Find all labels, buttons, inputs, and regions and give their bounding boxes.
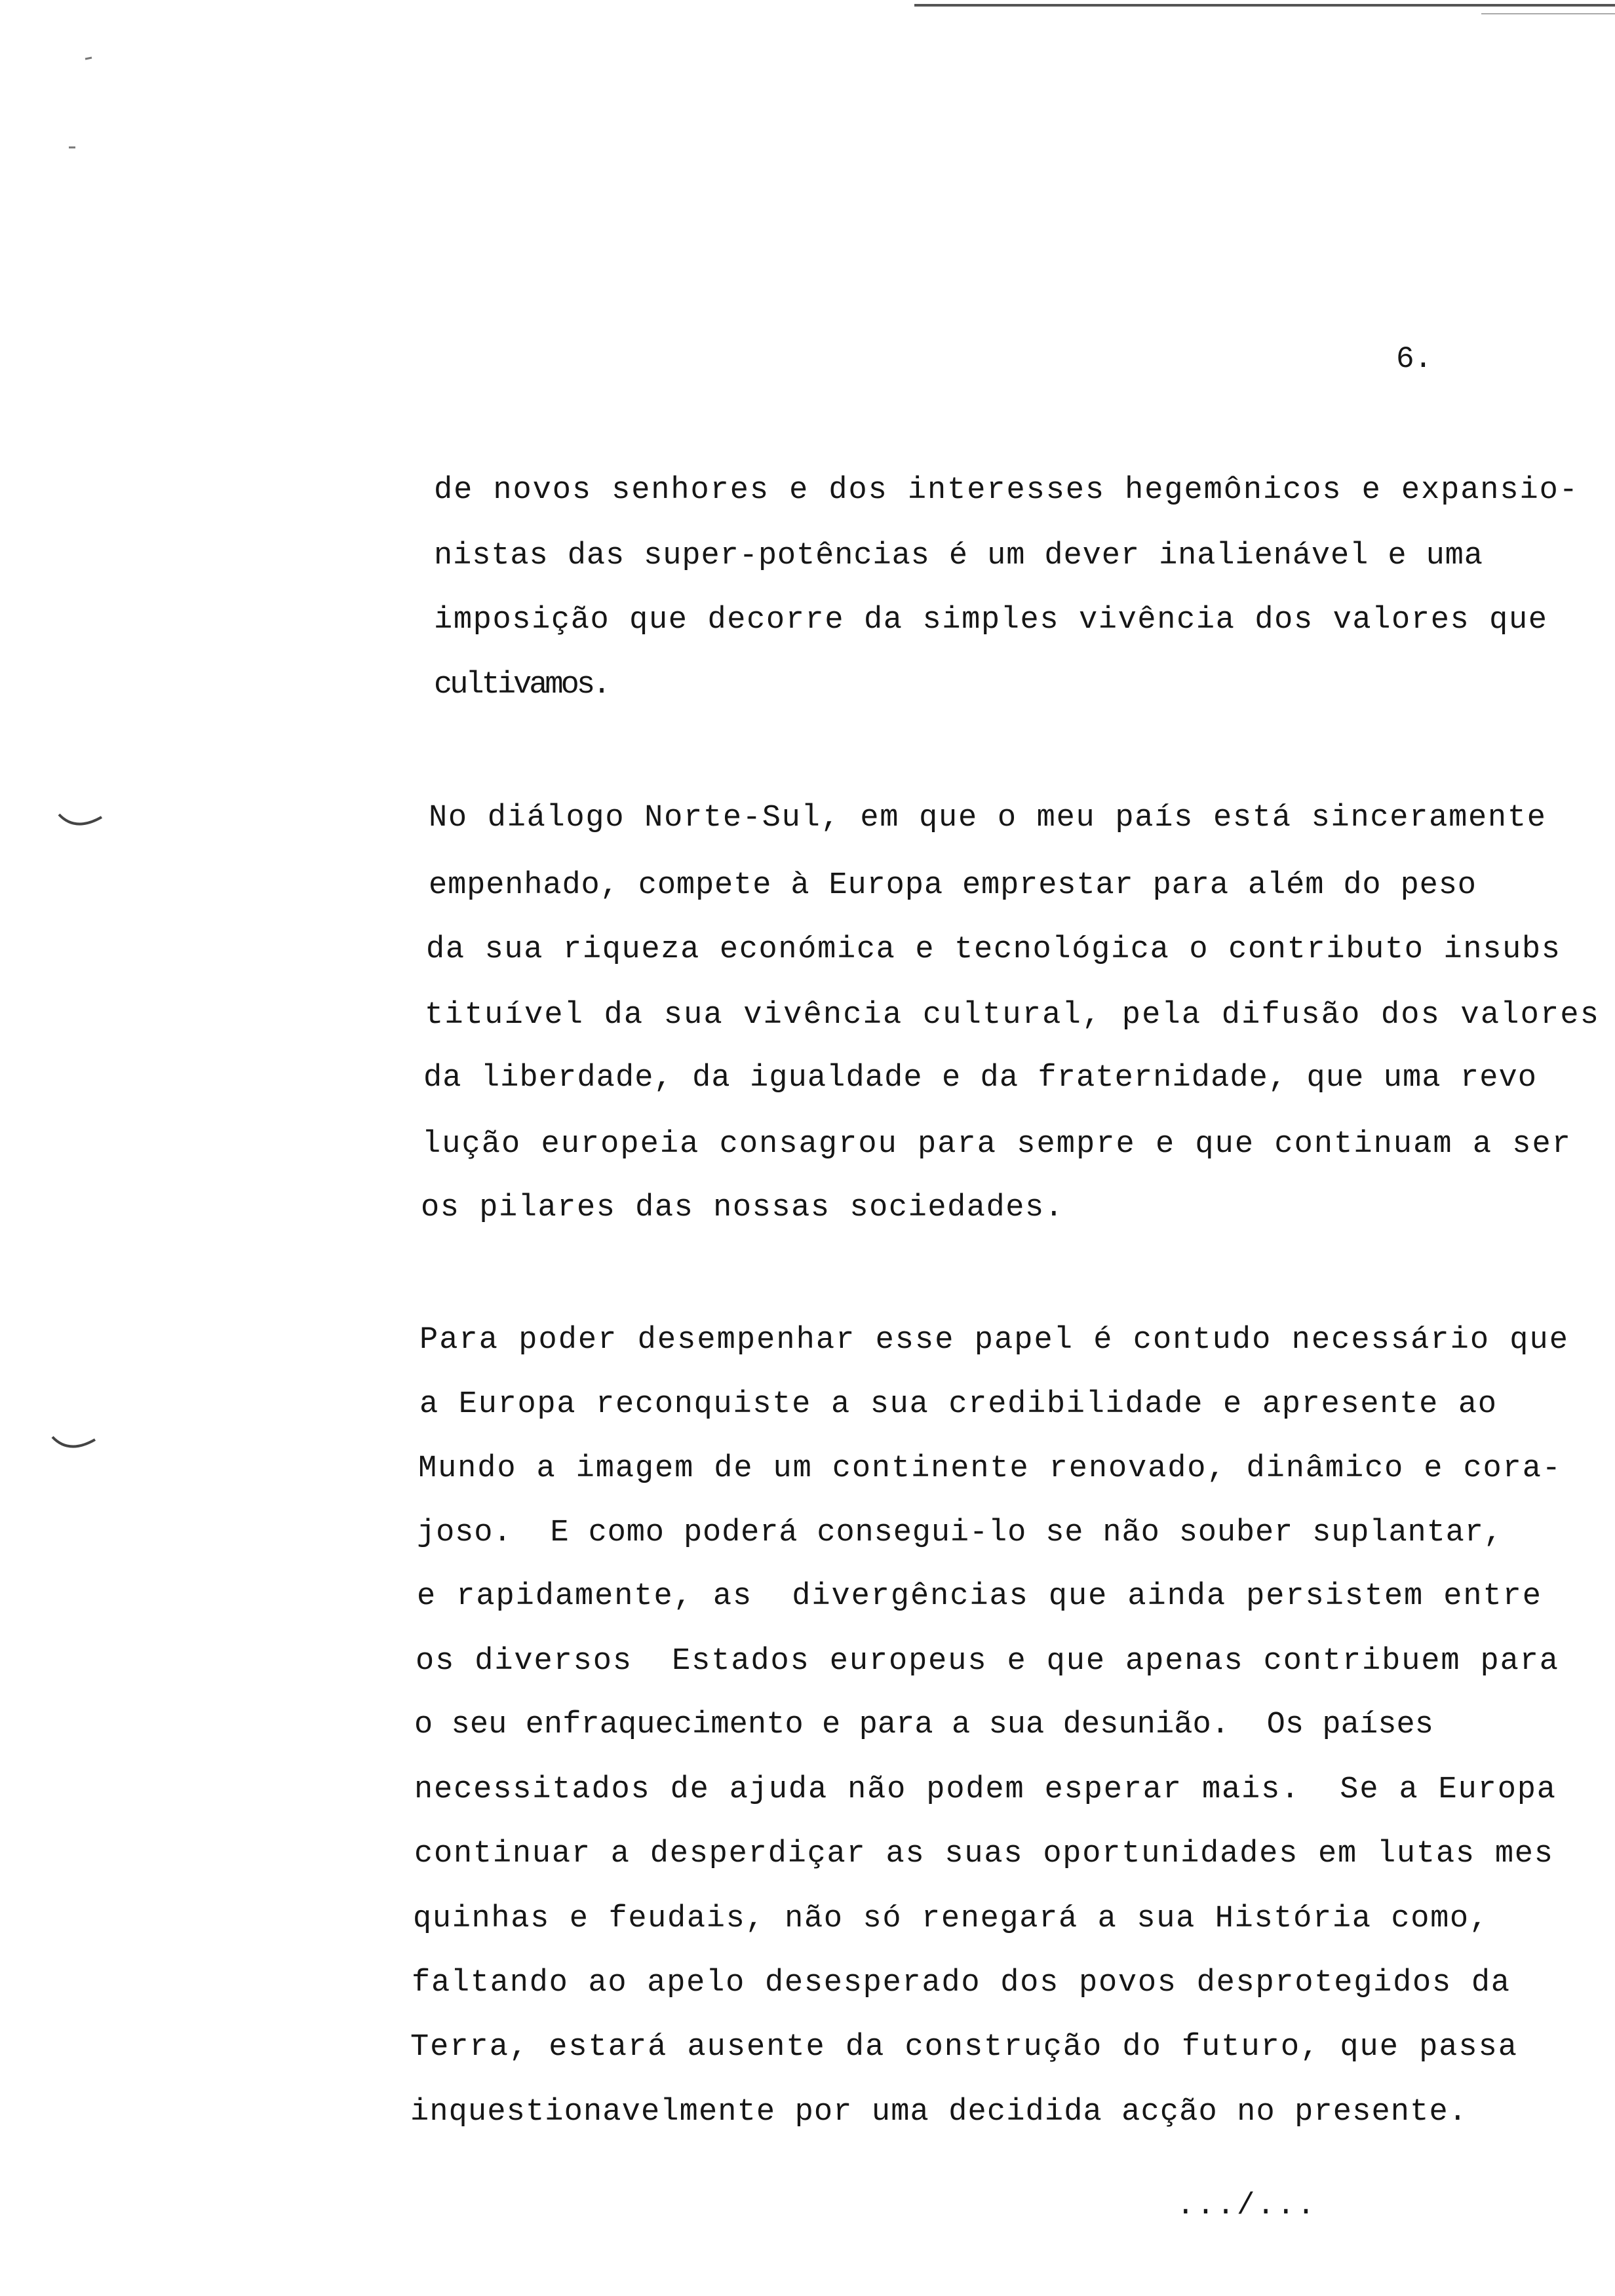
text-line: inquestionavelmente por uma decidida acção no presente. xyxy=(410,2095,1468,2130)
text-line: os pilares das nossas sociedades. xyxy=(421,1191,1064,1225)
binding-curve-icon xyxy=(56,809,108,835)
top-edge-rule-secondary xyxy=(1481,13,1615,14)
text-line: cultivamos. xyxy=(434,668,609,702)
text-line: tituível da sua vivência cultural, pela difusão dos valores xyxy=(425,998,1601,1033)
page-number: 6. xyxy=(1396,342,1433,376)
top-edge-rule xyxy=(914,4,1615,7)
text-line: da liberdade, da igualdade e da fraternidade, que uma revo xyxy=(423,1061,1538,1096)
text-line: Para poder desempenhar esse papel é contudo necessário que xyxy=(419,1323,1570,1358)
text-line: de novos senhores e dos interesses hegemônicos e expansio- xyxy=(434,473,1579,508)
margin-mark-icon xyxy=(66,141,85,154)
text-line: empenhado, compete à Europa emprestar para além do peso xyxy=(429,868,1477,903)
text-line: nistas das super-potências é um dever inalienável e uma xyxy=(434,539,1483,573)
text-line: o seu enfraquecimento e para a sua desunião. Os países xyxy=(414,1708,1434,1742)
text-line: Mundo a imagem de um continente renovado, dinâmico e cora- xyxy=(418,1451,1562,1486)
binding-curve-icon xyxy=(49,1432,102,1458)
text-line: quinhas e feudais, não só renegará a sua História como, xyxy=(413,1902,1489,1936)
text-line: e rapidamente, as divergências que ainda persistem entre xyxy=(417,1579,1542,1614)
text-line: Terra, estará ausente da construção do futuro, que passa xyxy=(410,2030,1518,2065)
text-line: imposição que decorre da simples vivência dos valores que xyxy=(434,603,1548,638)
text-line: faltando ao apelo desesperado dos povos desprotegidos da xyxy=(412,1966,1511,2000)
text-line: continuar a desperdiçar as suas oportunidades em lutas mes xyxy=(414,1837,1554,1871)
margin-mark-icon xyxy=(79,52,98,66)
text-line: da sua riqueza económica e tecnológica o contributo insubs xyxy=(426,932,1561,967)
text-line: a Europa reconquiste a sua credibilidade e apresente ao xyxy=(419,1387,1498,1422)
text-line: os diversos Estados europeus e que apenas contribuem para xyxy=(416,1644,1559,1679)
text-line: joso. E como poderá consegui-lo se não souber suplantar, xyxy=(417,1516,1503,1550)
continuation-mark: .../... xyxy=(1177,2189,1317,2223)
text-line: lução europeia consagrou para sempre e que continuam a ser xyxy=(422,1127,1572,1162)
text-line: No diálogo Norte-Sul, em que o meu país está sinceramente xyxy=(429,801,1547,835)
text-line: necessitados de ajuda não podem esperar mais. Se a Europa xyxy=(414,1772,1557,1807)
